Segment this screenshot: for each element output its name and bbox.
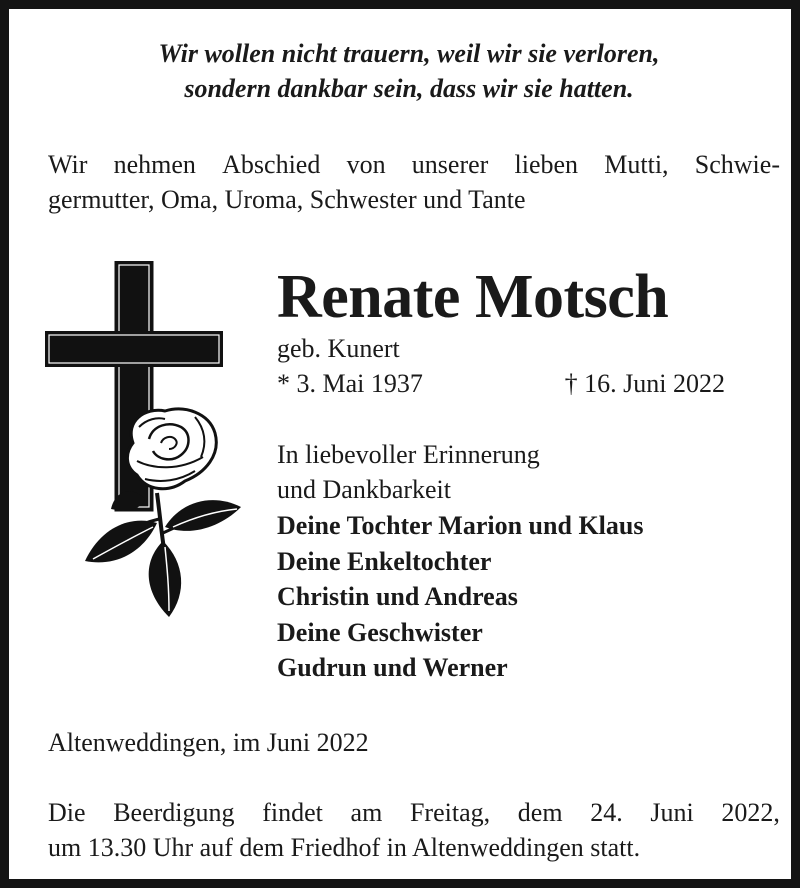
memory-text <box>277 437 540 507</box>
funeral-word: Freitag, <box>409 798 491 827</box>
funeral-word: Beerdigung <box>113 798 235 827</box>
funeral-word: findet <box>262 798 323 827</box>
intro-word: von <box>346 150 386 179</box>
funeral-notice <box>48 795 780 865</box>
funeral-line: um 13.30 Uhr auf dem Friedhof in Altenweddingen statt. <box>48 833 641 862</box>
intro-word: lieben <box>514 150 579 179</box>
motto-line: sondern dankbar sein, dass wir sie hatten. <box>184 74 634 103</box>
mourner-line: Deine Tochter Marion und Klaus <box>277 511 644 540</box>
intro-word: nehmen <box>113 150 196 179</box>
intro-line: germutter, Oma, Uroma, Schwester und Tante <box>48 185 526 214</box>
deceased-name: Renate Motsch <box>277 263 669 331</box>
intro-word: Abschied <box>222 150 321 179</box>
rose-icon <box>85 409 241 617</box>
intro-text <box>48 147 780 217</box>
place-date: Altenweddingen, im Juni 2022 <box>48 728 369 757</box>
birth-date: * 3. Mai 1937 <box>277 369 423 398</box>
mourner-line: Deine Enkeltochter <box>277 546 492 576</box>
motto-line: Wir wollen nicht trauern, weil wir sie verloren, <box>158 39 660 68</box>
birth-name: geb. Kunert <box>277 334 400 363</box>
funeral-word: dem <box>517 798 563 827</box>
motto <box>9 36 800 106</box>
memory-line: In liebevoller Erinnerung <box>277 440 540 469</box>
funeral-word: am <box>350 798 383 827</box>
memory-line: und Dankbarkeit <box>277 475 452 504</box>
intro-word: Mutti, <box>604 150 669 179</box>
funeral-word: Die <box>48 798 86 827</box>
funeral-line <box>48 795 780 830</box>
funeral-word: 24. <box>590 798 623 827</box>
mourners-list <box>277 508 643 686</box>
mourner-line: Deine Geschwister <box>277 617 483 647</box>
cross-and-rose-emblem <box>45 261 245 621</box>
mourner-line: Gudrun und Werner <box>277 653 508 683</box>
intro-word: Schwie- <box>694 150 780 179</box>
mourner-line: Christin und Andreas <box>277 582 518 612</box>
intro-line <box>48 147 780 182</box>
intro-word: unserer <box>411 150 489 179</box>
funeral-word: 2022, <box>721 798 780 827</box>
intro-word: Wir <box>48 150 88 179</box>
funeral-word: Juni <box>650 798 694 827</box>
death-date: † 16. Juni 2022 <box>564 369 725 398</box>
